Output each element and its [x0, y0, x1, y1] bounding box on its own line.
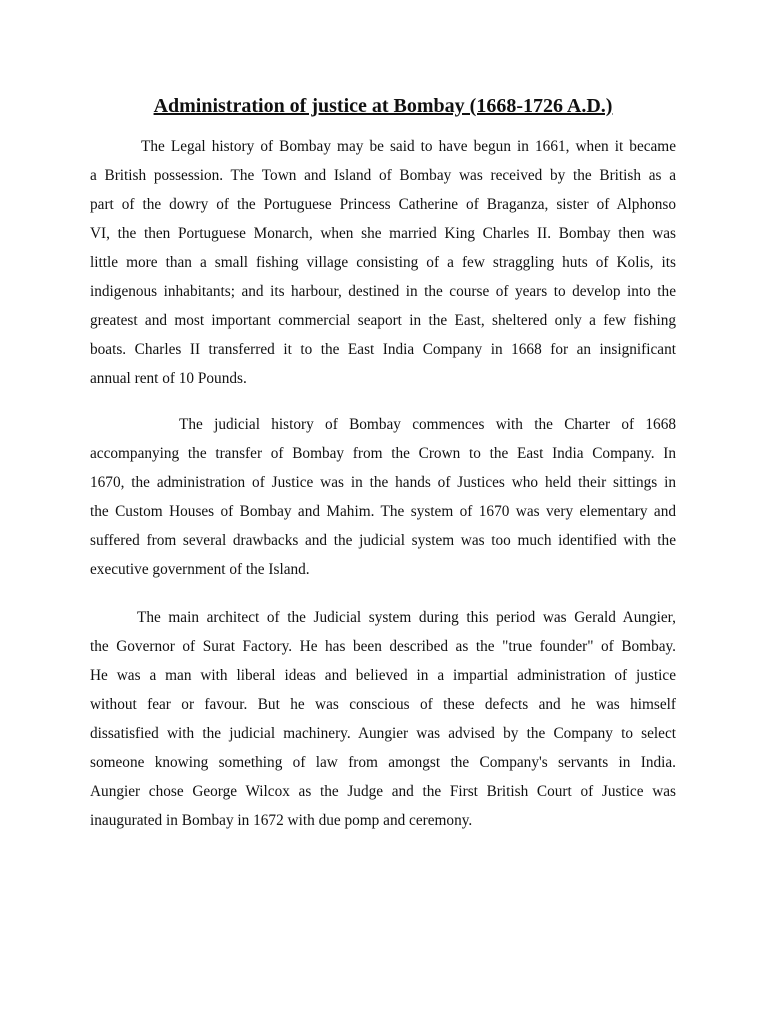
paragraph-line: Aungier chose George Wilcox as the Judge and the First British Court of Justice was [90, 783, 676, 800]
paragraph-1 [90, 132, 676, 393]
paragraph-3 [90, 603, 676, 835]
paragraph-line: inaugurated in Bombay in 1672 with due pomp and ceremony. [90, 812, 473, 829]
paragraph-line: someone knowing something of law from amongst the Company's servants in India. [90, 754, 676, 771]
paragraph-line: little more than a small fishing village consisting of a few straggling huts of Kolis, its [90, 254, 676, 271]
paragraph-line: part of the dowry of the Portuguese Princess Catherine of Braganza, sister of Alphonso [90, 196, 676, 213]
paragraph-line: without fear or favour. But he was conscious of these defects and he was himself [90, 696, 676, 713]
paragraph-line: VI, the then Portuguese Monarch, when she married King Charles II. Bombay then was [90, 225, 676, 242]
paragraph-line: the Custom Houses of Bombay and Mahim. The system of 1670 was very elementary and [90, 503, 676, 520]
paragraph-line: 1670, the administration of Justice was in the hands of Justices who held their sittings in [90, 474, 676, 491]
document-title: Administration of justice at Bombay (1668-1726 A.D.) [153, 95, 613, 117]
paragraph-line: The main architect of the Judicial system during this period was Gerald Aungier, [137, 609, 676, 626]
paragraph-line: indigenous inhabitants; and its harbour, destined in the course of years to develop into the [90, 283, 676, 300]
paragraph-line: executive government of the Island. [90, 561, 310, 578]
paragraph-line: boats. Charles II transferred it to the East India Company in 1668 for an insignificant [90, 341, 676, 358]
paragraph-line: The Legal history of Bombay may be said to have begun in 1661, when it became [141, 138, 676, 155]
paragraph-line: The judicial history of Bombay commences with the Charter of 1668 [179, 416, 676, 433]
paragraph-line: annual rent of 10 Pounds. [90, 370, 247, 387]
paragraph-line: a British possession. The Town and Island of Bombay was received by the British as a [90, 167, 676, 184]
paragraph-line: suffered from several drawbacks and the judicial system was too much identified with the [90, 532, 676, 549]
paragraph-2 [90, 410, 676, 584]
paragraph-line: He was a man with liberal ideas and believed in a impartial administration of justice [90, 667, 676, 684]
paragraph-line: dissatisfied with the judicial machinery. Aungier was advised by the Company to select [90, 725, 676, 742]
paragraph-line: the Governor of Surat Factory. He has been described as the "true founder" of Bombay. [90, 638, 676, 655]
paragraph-line: accompanying the transfer of Bombay from the Crown to the East India Company. In [90, 445, 676, 462]
paragraph-line: greatest and most important commercial seaport in the East, sheltered only a few fishing [90, 312, 676, 329]
